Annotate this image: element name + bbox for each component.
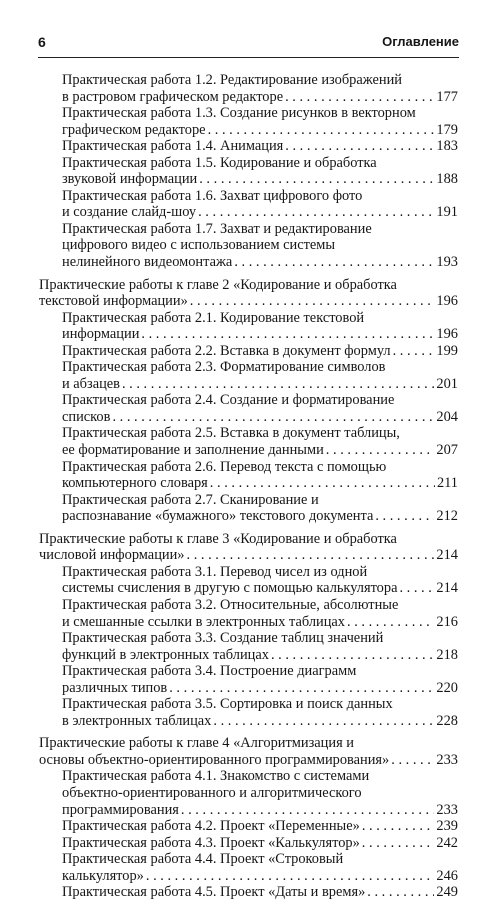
- toc-entry: [39, 597, 458, 630]
- dot-leader: [362, 818, 435, 835]
- page-number: 6: [38, 34, 46, 50]
- toc-entry: [39, 72, 458, 105]
- toc-entry: [39, 818, 458, 835]
- toc-page-number: 193: [436, 254, 458, 271]
- toc-entry: [39, 768, 458, 818]
- toc-entry-text-line: Практическая работа 3.1. Перевод чисел из одной: [62, 563, 368, 580]
- toc-entry: [39, 851, 458, 884]
- toc-chapter-entry: [39, 735, 458, 768]
- toc-entry: [39, 138, 458, 155]
- toc-entry-last-line: [62, 713, 458, 730]
- toc-entry-text-line: Практические работы к главе 2 «Кодирование и обработка: [39, 276, 397, 293]
- toc-entry-text-line: и абзацев: [62, 375, 120, 392]
- toc-entry-last-line: [62, 326, 458, 343]
- toc-entry: [39, 221, 458, 271]
- toc-entry-last-line: [62, 171, 458, 188]
- toc-entry-text-line: Практическая работа 2.4. Создание и форматирование: [62, 392, 395, 409]
- toc-page-number: 204: [436, 408, 458, 425]
- toc-entry: [39, 155, 458, 188]
- toc-entry-text-line: распознавание «бумажного» текстового документа: [62, 508, 374, 525]
- toc-entry-text-line: функций в электронных таблицах: [62, 646, 269, 663]
- toc-entry-text-line: Практическая работа 3.3. Создание таблиц значений: [62, 630, 384, 647]
- toc-page-number: 199: [436, 342, 458, 359]
- dot-leader: [208, 122, 435, 139]
- toc-entry-text-line: Практическая работа 4.3. Проект «Калькулятор»: [62, 834, 360, 851]
- toc-entry-last-line: [62, 89, 458, 106]
- toc-entry-last-line: [62, 409, 458, 426]
- toc-entry-text-line: Практическая работа 3.5. Сортировка и поиск данных: [62, 696, 393, 713]
- toc-entry-last-line: [62, 376, 458, 393]
- dot-leader: [198, 204, 434, 221]
- toc-entry: [39, 392, 458, 425]
- dot-leader: [326, 442, 435, 459]
- toc-entry: [39, 343, 458, 360]
- toc-entry-last-line: [62, 508, 458, 525]
- toc-entry-text-line: Практическая работа 4.1. Знакомство с системами: [62, 768, 370, 785]
- toc-entry-last-line: [62, 680, 458, 697]
- toc-entry-last-line: [62, 647, 458, 664]
- toc-entry-last-line: [39, 547, 458, 564]
- toc-entry-text-line: Практические работы к главе 3 «Кодирование и обработка: [39, 530, 397, 547]
- toc-page-number: 191: [436, 204, 458, 221]
- toc-entry-text-line: числовой информации»: [39, 547, 185, 564]
- toc-entry: [39, 359, 458, 392]
- toc-chapter-entry: [39, 277, 458, 310]
- toc-page-number: 188: [436, 171, 458, 188]
- toc-entry: [39, 492, 458, 525]
- toc-entry-text-line: Практическая работа 2.7. Сканирование и: [62, 491, 319, 508]
- toc-page-number: 183: [436, 138, 458, 155]
- toc-entry-text-line: Практическая работа 2.5. Вставка в документ таблицы,: [62, 425, 400, 442]
- toc-entry-last-line: [62, 254, 458, 271]
- dot-leader: [146, 868, 435, 885]
- toc-page-number: 242: [436, 834, 458, 851]
- toc-page-number: 177: [436, 88, 458, 105]
- toc-entry-last-line: [62, 884, 458, 901]
- toc-entry-text-line: в растровом графическом редакторе: [62, 88, 284, 105]
- dot-leader: [399, 580, 434, 597]
- toc-entry-text-line: Практическая работа 1.2. Редактирование изображений: [62, 72, 402, 88]
- toc-entry: [39, 696, 458, 729]
- dot-leader: [210, 475, 435, 492]
- toc-page-number: 233: [436, 751, 458, 768]
- toc-entry-text-line: списков: [62, 408, 111, 425]
- toc-page-number: 212: [436, 508, 458, 525]
- toc-entry-text-line: Практическая работа 3.2. Относительные, абсолютные: [62, 596, 399, 613]
- toc-entry-last-line: [62, 122, 458, 139]
- toc-page-number: 228: [436, 712, 458, 729]
- toc-entry: [39, 564, 458, 597]
- toc-entry-last-line: [62, 138, 458, 155]
- dot-leader: [112, 409, 434, 426]
- dot-leader: [141, 326, 434, 343]
- toc-entry-text-line: Практическая работа 4.4. Проект «Строковый: [62, 851, 344, 868]
- toc-entry: [39, 884, 458, 901]
- dot-leader: [271, 647, 434, 664]
- toc-entry-text-line: Практическая работа 1.5. Кодирование и обработка: [62, 154, 377, 171]
- dot-leader: [213, 713, 434, 730]
- dot-leader: [199, 171, 434, 188]
- toc-entry-text-line: нелинейного видеомонтажа: [62, 254, 233, 271]
- toc-entry-text-line: Практическая работа 1.7. Захват и редактирование: [62, 220, 372, 237]
- toc-entry-text-line: различных типов: [62, 679, 168, 696]
- toc-entry-text-line: основы объектно-ориентированного программирования»: [39, 751, 390, 768]
- toc-entry-last-line: [62, 835, 458, 852]
- toc-page-number: 196: [436, 293, 458, 310]
- toc-page-number: 249: [436, 884, 458, 901]
- toc-entry-text-line: калькулятор»: [62, 867, 144, 884]
- running-header: [38, 34, 459, 54]
- toc-entry-text-line: Практическая работа 3.4. Построение диаграмм: [62, 663, 357, 680]
- dot-leader: [187, 547, 435, 564]
- toc-entry-text-line: системы счисления в другую с помощью калькулятора: [62, 580, 398, 597]
- toc-page-number: 218: [436, 646, 458, 663]
- running-title: Оглавление: [382, 34, 459, 49]
- toc-entry-last-line: [62, 204, 458, 221]
- dot-leader: [181, 802, 435, 819]
- dot-leader: [391, 752, 434, 769]
- toc-page-number: 196: [436, 326, 458, 343]
- toc-page-number: 239: [436, 818, 458, 835]
- toc-entry-text-line: звуковой информации: [62, 171, 198, 188]
- toc-page-number: 207: [436, 442, 458, 459]
- toc-entry-last-line: [62, 614, 458, 631]
- dot-leader: [122, 376, 434, 393]
- dot-leader: [190, 293, 435, 310]
- toc-page-number: 179: [436, 121, 458, 138]
- toc-entry-text-line: графическом редакторе: [62, 121, 206, 138]
- toc-entry-text-line: Практическая работа 2.6. Перевод текста с помощью: [62, 458, 387, 475]
- toc-entry-text-line: Практическая работа 2.1. Кодирование текстовой: [62, 309, 365, 326]
- toc-entry-text-line: и смешанные ссылки в электронных таблицах: [62, 613, 345, 630]
- toc-page-number: 246: [436, 867, 458, 884]
- toc-entry-last-line: [62, 802, 458, 819]
- header-rule: [38, 57, 459, 58]
- toc-entry-text-line: ее форматирование и заполнение данными: [62, 442, 324, 459]
- toc-page-number: 220: [436, 679, 458, 696]
- toc-entry-last-line: [62, 343, 458, 360]
- toc-entry: [39, 425, 458, 458]
- toc-entry-last-line: [62, 475, 458, 492]
- dot-leader: [347, 614, 434, 631]
- toc-entry-text-line: Практическая работа 4.2. Проект «Переменные»: [62, 818, 360, 835]
- toc-chapter-entry: [39, 531, 458, 564]
- toc-page-number: 214: [436, 580, 458, 597]
- toc-entry-last-line: [39, 293, 458, 310]
- dot-leader: [169, 680, 434, 697]
- toc-entry: [39, 630, 458, 663]
- toc-entry-last-line: [62, 818, 458, 835]
- toc-entry-text-line: Практическая работа 2.2. Вставка в документ формул: [62, 342, 391, 359]
- toc-entry-last-line: [62, 868, 458, 885]
- toc-entry-text-line: Практическая работа 4.5. Проект «Даты и время»: [62, 884, 366, 901]
- toc-entry-text-line: Практические работы к главе 4 «Алгоритмизация и: [39, 735, 354, 752]
- dot-leader: [367, 884, 434, 901]
- toc-page-number: 233: [436, 801, 458, 818]
- dot-leader: [393, 343, 435, 360]
- toc-entry-text-line: программирования: [62, 801, 179, 818]
- toc-entry-text-line: Практическая работа 1.3. Создание рисунков в векторном: [62, 105, 416, 122]
- toc-entry-text-line: текстовой информации»: [39, 293, 188, 310]
- toc-entry: [39, 105, 458, 138]
- toc-entry-last-line: [62, 442, 458, 459]
- toc-entry-last-line: [39, 752, 458, 769]
- toc-entry-text-line: Практическая работа 1.4. Анимация: [62, 138, 284, 155]
- toc-entry: [39, 663, 458, 696]
- toc-entry-text-line: компьютерного словаря: [62, 475, 208, 492]
- toc-entry: [39, 188, 458, 221]
- toc-entry-text-line: объектно-ориентированного и алгоритмического: [62, 784, 362, 801]
- toc-entry: [39, 310, 458, 343]
- toc-entry: [39, 835, 458, 852]
- dot-leader: [234, 254, 434, 271]
- toc-entry-last-line: [62, 580, 458, 597]
- toc-entry-text-line: цифрового видео с использованием системы: [62, 237, 336, 254]
- toc-page-number: 214: [436, 547, 458, 564]
- toc-entry-text-line: и создание слайд-шоу: [62, 204, 197, 221]
- toc-page-number: 201: [436, 375, 458, 392]
- toc-entry-text-line: Практическая работа 2.3. Форматирование символов: [62, 359, 386, 376]
- dot-leader: [375, 508, 434, 525]
- table-of-contents: [39, 72, 458, 901]
- toc-entry: [39, 459, 458, 492]
- dot-leader: [285, 89, 434, 106]
- toc-page-number: 211: [436, 475, 458, 492]
- toc-entry-text-line: информации: [62, 326, 140, 343]
- toc-page-number: 216: [436, 613, 458, 630]
- toc-entry-text-line: в электронных таблицах: [62, 712, 212, 729]
- dot-leader: [285, 138, 434, 155]
- dot-leader: [362, 835, 435, 852]
- toc-entry-text-line: Практическая работа 1.6. Захват цифрового фото: [62, 187, 363, 204]
